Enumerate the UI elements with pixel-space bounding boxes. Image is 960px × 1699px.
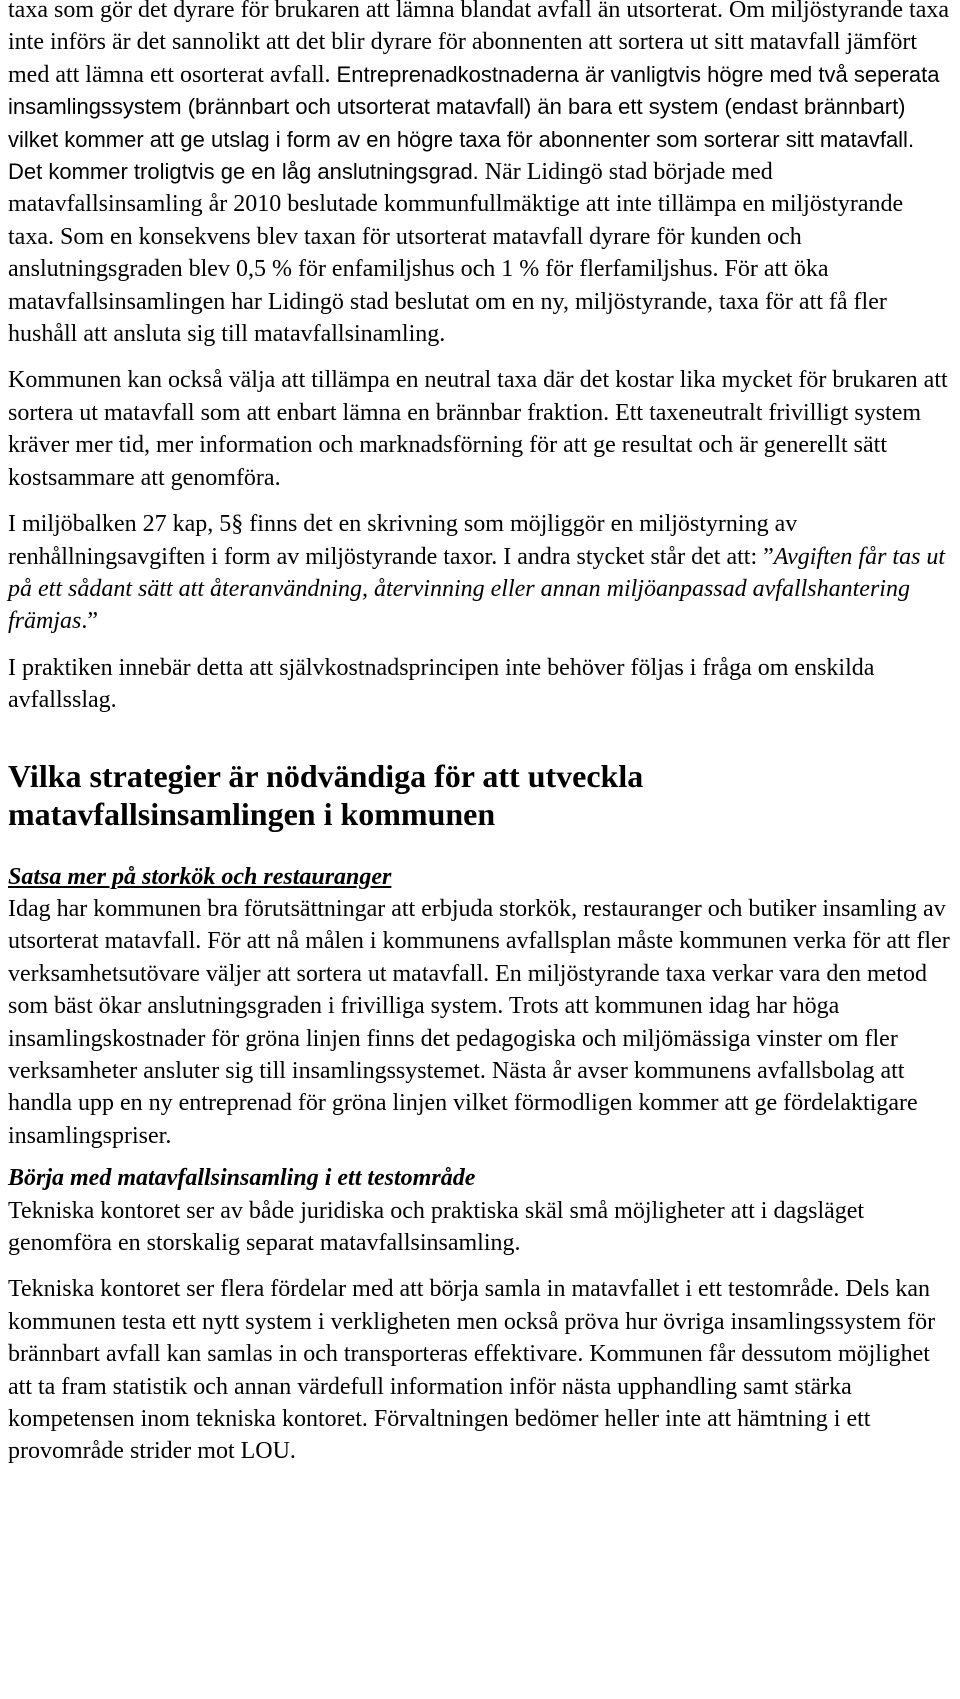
section-body-testomrade-2: Tekniska kontoret ser flera fördelar med att börja samla in matavfallet i ett testområde. Dels kan kommunen testa ett nytt system i verkligheten men också pröva hur övriga insamlingssystem för brännbart avfall kan samlas in och transporteras effektivare. Kommunen får dessutom möjlighet att ta fram statistik och annan värdefull information inför nästa upphandling samt stärka kompetensen inom tekniska kontoret. Förvaltningen bedömer heller inte att hämtning i ett provområde strider mot LOU. <box>8 1276 936 1465</box>
law-paragraph <box>8 508 952 638</box>
section-body-testomrade-1: Tekniska kontoret ser av både juridiska och praktiska skäl små möjligheter att i dagsläget genomföra en storskalig separat matavfallsinsamling. <box>8 1197 865 1256</box>
intro-serif-b: När Lidingö stad började med matavfallsinsamling år 2010 beslutade kommunfullmäktige att inte tillämpa en miljöstyrande taxa. Som en konsekvens blev taxan för utsorterat matavfall dyrare för kunden och anslutningsgraden blev 0,5 % för enfamiljshus och 1 % för flerfamiljshus. För att öka matavfallsinsamlingen har Lidingö stad beslutat om en ny, miljöstyrande, taxa för att få fler hushåll att ansluta sig till matavfallsinamling. <box>8 159 904 348</box>
section-title-storkok: Satsa mer på storkök och restauranger <box>8 863 392 890</box>
strategies-heading: Vilka strategier är nödvändiga för att utveckla matavfallsinsamlingen i kommunen <box>8 757 644 832</box>
law-quote-end: .” <box>81 608 99 635</box>
neutral-tax-paragraph: Kommunen kan också välja att tillämpa en neutral taxa där det kostar lika mycket för brukaren att sortera ut matavfall som att enbart lämna en brännbar fraktion. Ett taxeneutralt frivilligt system kräver mer tid, mer information och marknadsförning för att ge resultat och är generellt sätt kostsammare att genomföra. <box>8 367 948 491</box>
document-page <box>8 0 952 1468</box>
intro-paragraph <box>8 0 952 350</box>
section-title-testomrade: Börja med matavfallsinsamling i ett testområde <box>8 1165 476 1192</box>
section-body-storkok: Idag har kommunen bra förutsättningar att erbjuda storkök, restauranger och butiker insamling av utsorterat matavfall. För att nå målen i kommunens avfallsplan måste kommunen verka för att fler verksamhetsutövare väljer att sortera ut matavfall. En miljöstyrande taxa verkar vara den metod som bäst ökar anslutningsgraden i frivilliga system. Trots att kommunen idag har höga insamlingskostnader för gröna linjen finns det pedagogiska och miljömässiga vinster om fler verksamheter ansluter sig till insamlingssystemet. Nästa år avser kommunens avfallsbolag att handla upp en ny entreprenad för gröna linjen vilket förmodligen kommer att ge fördelaktigare insamlingspriser. <box>8 895 950 1149</box>
law-text: I miljöbalken 27 kap, 5§ finns det en skrivning som möjliggör en miljöstyrning av renhållningsavgiften i form av miljöstyrande taxor. I andra stycket står det att: ” <box>8 511 798 570</box>
intro-serif-a: taxa som gör det dyrare för brukaren att lämna blandat avfall än utsorterat. Om miljöstyrande taxa inte införs är det sannolikt att det blir dyrare för abonnenten att sortera ut sitt matavfall jämfört med att lämna ett osorterat avfall. <box>8 0 949 88</box>
law-quote: Avgiften får tas ut på ett sådant sätt att återanvändning, återvinning eller annan miljöanpassad avfallshantering främjas <box>8 543 946 635</box>
intro-sans: Entreprenadkostnaderna är vanligtvis högre med två seperata insamlingssystem (brännbart och utsorterat matavfall) än bara ett system (endast brännbart) vilket kommer att ge utslag i form av en högre taxa för abonnenter som sorterar sitt matavfall. Det kommer troligtvis ge en låg anslutningsgrad. <box>8 61 940 185</box>
practice-paragraph: I praktiken innebär detta att självkostnadsprincipen inte behöver följas i fråga om enskilda avfallsslag. <box>8 654 875 714</box>
